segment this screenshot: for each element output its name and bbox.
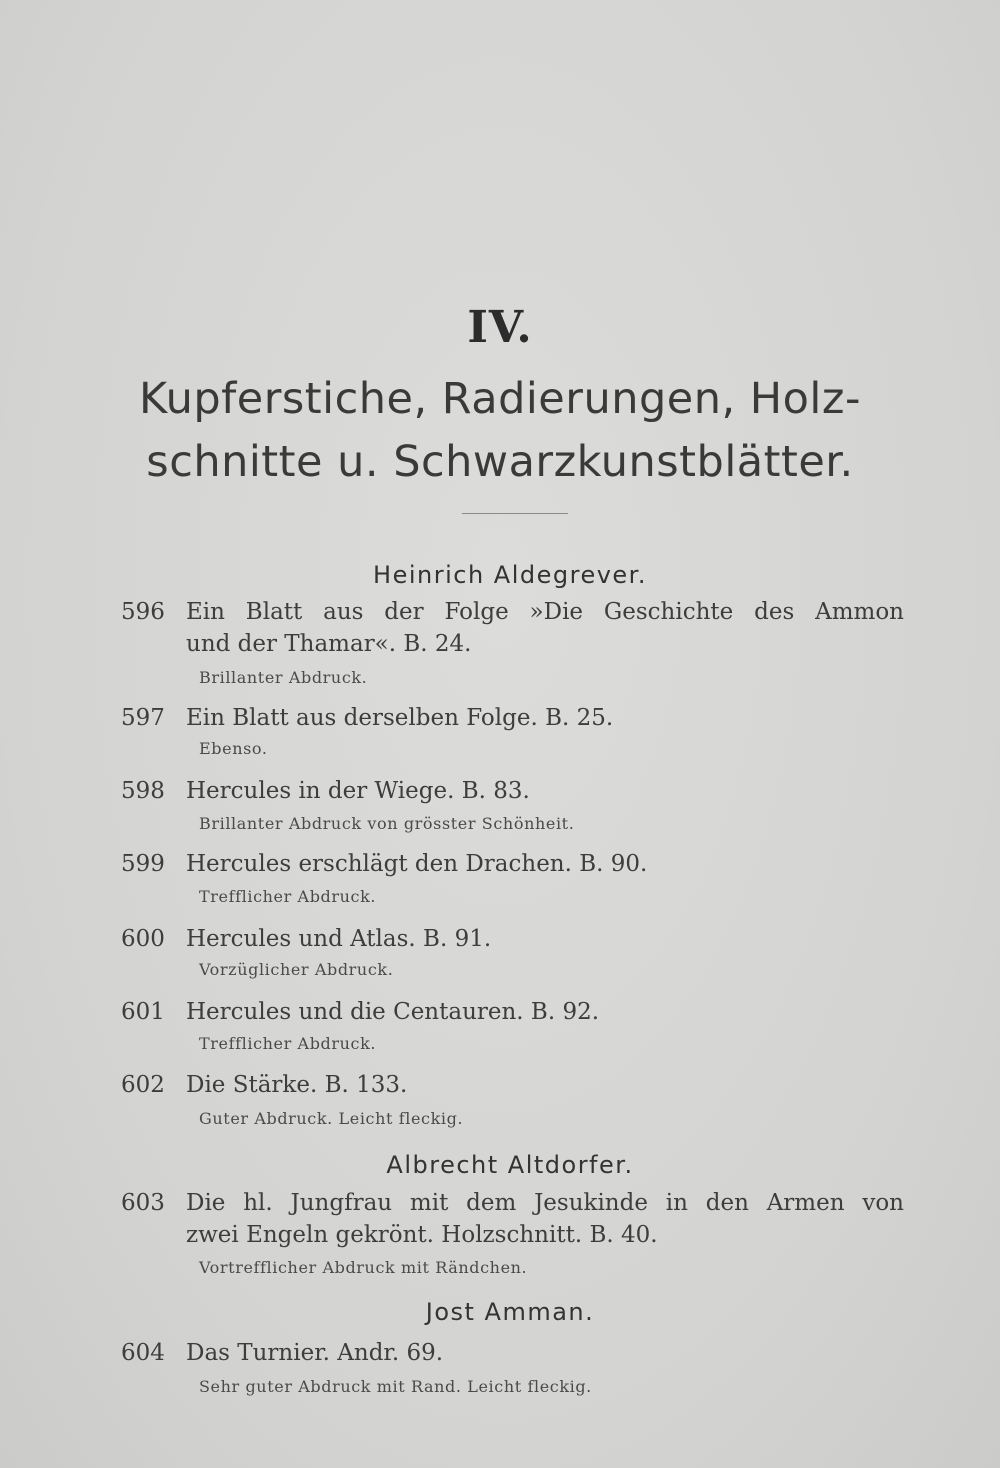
artist-heading: Albrecht Altdorfer. [386, 1151, 634, 1179]
entry-number: 603 [121, 1190, 165, 1216]
entry-number: 598 [121, 778, 165, 804]
entry-text: zwei Engeln gekrönt. Holzschnitt. B. 40. [186, 1222, 658, 1248]
entry-text: Die hl. Jungfrau mit dem Jesukinde in den Armen von [186, 1190, 904, 1216]
entry-text: Ein Blatt aus derselben Folge. B. 25. [186, 705, 614, 731]
entry-text: Das Turnier. Andr. 69. [186, 1340, 444, 1366]
entry-text: Die Stärke. B. 133. [186, 1072, 408, 1098]
entry-number: 597 [121, 705, 165, 731]
entry-number: 600 [121, 926, 165, 952]
entry-note: Guter Abdruck. Leicht fleckig. [199, 1109, 464, 1128]
entry-note: Vortrefflicher Abdruck mit Rändchen. [199, 1258, 528, 1277]
section-title-line-2: schnitte u. Schwarzkunstblätter. [146, 437, 854, 487]
entry-number: 601 [121, 999, 165, 1025]
entry-text: Hercules in der Wiege. B. 83. [186, 778, 530, 804]
section-title-line-1: Kupferstiche, Radierungen, Holz- [139, 374, 861, 424]
artist-heading: Heinrich Aldegrever. [373, 561, 647, 589]
artist-heading: Jost Amman. [425, 1298, 595, 1326]
entry-note: Brillanter Abdruck von grösster Schönheit. [199, 814, 575, 833]
entry-number: 596 [121, 599, 165, 625]
entry-text: Ein Blatt aus der Folge »Die Geschichte des Ammon [186, 599, 904, 625]
entry-text: und der Thamar«. B. 24. [186, 631, 472, 657]
entry-number: 602 [121, 1072, 165, 1098]
entry-note: Trefflicher Abdruck. [199, 887, 377, 906]
entry-note: Ebenso. [199, 739, 268, 758]
entry-text: Hercules und Atlas. B. 91. [186, 926, 492, 952]
entry-note: Trefflicher Abdruck. [199, 1034, 377, 1053]
entry-number: 604 [121, 1340, 165, 1366]
entry-note: Sehr guter Abdruck mit Rand. Leicht fleckig. [199, 1377, 592, 1396]
entry-text: Hercules erschlägt den Drachen. B. 90. [186, 851, 648, 877]
section-number: IV. [467, 302, 533, 353]
entry-note: Brillanter Abdruck. [199, 668, 368, 687]
title-divider [462, 513, 568, 514]
entry-text: Hercules und die Centauren. B. 92. [186, 999, 600, 1025]
entry-number: 599 [121, 851, 165, 877]
entry-note: Vorzüglicher Abdruck. [199, 960, 394, 979]
